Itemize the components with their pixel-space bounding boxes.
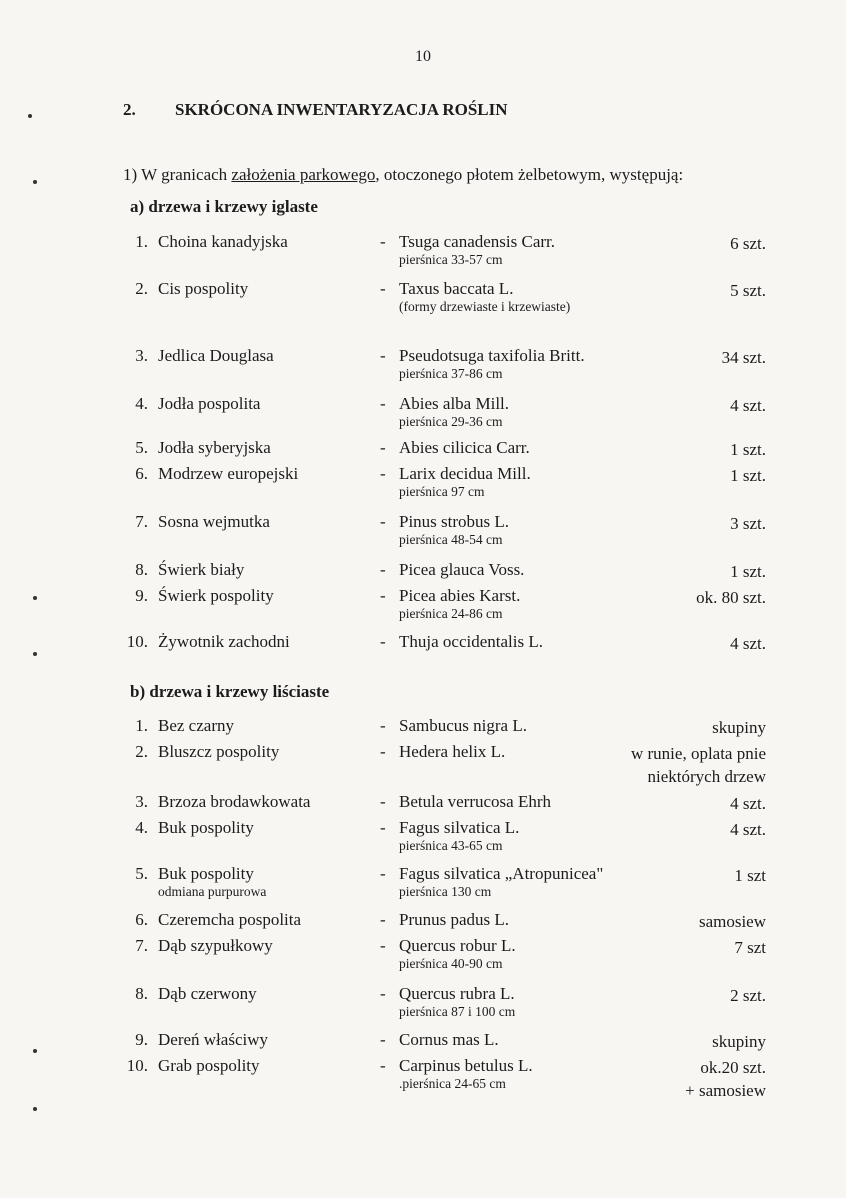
latin-name: Larix decidua Mill. bbox=[399, 464, 531, 483]
quantity-line: 1 szt. bbox=[730, 440, 766, 459]
trunk-note: pierśnica 29-36 cm bbox=[399, 414, 503, 429]
latin-name: Abies cilicica Carr. bbox=[399, 438, 530, 457]
quantity-line: 4 szt. bbox=[730, 396, 766, 415]
latin-name: Cornus mas L. bbox=[399, 1030, 499, 1049]
dash-separator: - bbox=[380, 910, 386, 929]
latin-name: Taxus baccata L. bbox=[399, 279, 514, 298]
dash-separator: - bbox=[380, 792, 386, 811]
trunk-note: pierśnica 130 cm bbox=[399, 884, 492, 899]
dash-separator: - bbox=[380, 864, 386, 883]
quantity-line: 6 szt. bbox=[730, 234, 766, 253]
quantity bbox=[730, 232, 766, 255]
scan-dot bbox=[33, 652, 37, 656]
dash-separator: - bbox=[380, 512, 386, 531]
dash-separator: - bbox=[380, 394, 386, 413]
heading-title: SKRÓCONA INWENTARYZACJA ROŚLIN bbox=[175, 100, 508, 119]
dash-separator: - bbox=[380, 818, 386, 837]
quantity-line: skupiny bbox=[712, 1032, 766, 1051]
dash-separator: - bbox=[380, 464, 386, 483]
intro-prefix: 1) W granicach bbox=[123, 165, 232, 184]
quantity-line: ok.20 szt. bbox=[700, 1058, 766, 1077]
quantity bbox=[734, 864, 766, 887]
subsection-b-title: b) drzewa i krzewy liściaste bbox=[130, 682, 330, 701]
polish-name: Buk pospolity bbox=[158, 864, 254, 883]
dash-separator: - bbox=[380, 346, 386, 365]
intro-suffix: , otoczonego płotem żelbetowym, występują: bbox=[375, 165, 684, 184]
dash-separator: - bbox=[380, 232, 386, 251]
quantity bbox=[730, 560, 766, 583]
trunk-note: pierśnica 33-57 cm bbox=[399, 252, 503, 267]
dash-separator: - bbox=[380, 632, 386, 651]
section-heading bbox=[123, 100, 508, 120]
heading-number: 2. bbox=[123, 100, 136, 119]
row-number: 6. bbox=[135, 464, 148, 483]
latin-name: Tsuga canadensis Carr. bbox=[399, 232, 556, 251]
row-number: 10. bbox=[126, 1056, 148, 1075]
quantity bbox=[730, 438, 766, 461]
polish-name: Sosna wejmutka bbox=[158, 512, 270, 531]
quantity-line: ok. 80 szt. bbox=[696, 588, 766, 607]
subsection-a-title: a) drzewa i krzewy iglaste bbox=[130, 197, 318, 216]
quantity-line: 34 szt. bbox=[721, 348, 766, 367]
polish-name: Grab pospolity bbox=[158, 1056, 260, 1075]
quantity bbox=[730, 394, 766, 417]
quantity-line: skupiny bbox=[712, 718, 766, 737]
quantity-line: 4 szt. bbox=[730, 794, 766, 813]
quantity-line: 4 szt. bbox=[730, 634, 766, 653]
trunk-note: pierśnica 43-65 cm bbox=[399, 838, 503, 853]
trunk-note: .pierśnica 24-65 cm bbox=[399, 1076, 506, 1091]
polish-name: Bluszcz pospolity bbox=[158, 742, 280, 761]
trunk-note: pierśnica 24-86 cm bbox=[399, 606, 503, 621]
polish-name: Brzoza brodawkowata bbox=[158, 792, 311, 811]
polish-name: Dereń właściwy bbox=[158, 1030, 268, 1049]
polish-name: Bez czarny bbox=[158, 716, 234, 735]
quantity bbox=[730, 279, 766, 302]
latin-name: Hedera helix L. bbox=[399, 742, 506, 761]
scan-dot bbox=[33, 1107, 37, 1111]
polish-name: Cis pospolity bbox=[158, 279, 249, 298]
row-number: 9. bbox=[135, 586, 148, 605]
dash-separator: - bbox=[380, 560, 386, 579]
latin-name: Picea glauca Voss. bbox=[399, 560, 525, 579]
quantity-line: samosiew bbox=[698, 912, 766, 931]
row-number: 8. bbox=[135, 560, 148, 579]
polish-name: Dąb czerwony bbox=[158, 984, 257, 1003]
dash-separator: - bbox=[380, 438, 386, 457]
polish-name: Czeremcha pospolita bbox=[158, 910, 302, 929]
latin-name: Quercus rubra L. bbox=[399, 984, 515, 1003]
dash-separator: - bbox=[380, 742, 386, 761]
quantity bbox=[730, 632, 766, 655]
scan-dot bbox=[33, 1049, 37, 1053]
quantity bbox=[734, 936, 766, 959]
quantity-line: w runie, oplata pnie bbox=[630, 744, 766, 763]
latin-name: Betula verrucosa Ehrh bbox=[399, 792, 551, 811]
trunk-note: pierśnica 40-90 cm bbox=[399, 956, 503, 971]
latin-name: Fagus silvatica „Atropunicea" bbox=[399, 864, 604, 883]
polish-name-note: odmiana purpurowa bbox=[158, 884, 267, 899]
quantity-line: 1 szt. bbox=[730, 466, 766, 485]
latin-name: Prunus padus L. bbox=[399, 910, 510, 929]
dash-separator: - bbox=[380, 1056, 386, 1075]
quantity bbox=[730, 792, 766, 815]
dash-separator: - bbox=[380, 279, 386, 298]
polish-name: Choina kanadyjska bbox=[158, 232, 288, 251]
latin-name: Sambucus nigra L. bbox=[399, 716, 527, 735]
quantity bbox=[730, 818, 766, 841]
trunk-note: pierśnica 87 i 100 cm bbox=[399, 1004, 516, 1019]
latin-name: Abies alba Mill. bbox=[399, 394, 510, 413]
quantity bbox=[699, 910, 766, 933]
row-number: 5. bbox=[135, 438, 148, 457]
quantity bbox=[712, 716, 766, 739]
quantity-line: + samosiew bbox=[685, 1081, 766, 1100]
row-number: 4. bbox=[135, 818, 148, 837]
quantity bbox=[722, 346, 766, 369]
quantity-line: 1 szt bbox=[734, 866, 766, 885]
quantity-line: 7 szt bbox=[734, 938, 766, 957]
row-number: 7. bbox=[135, 512, 148, 531]
quantity-line: 2 szt. bbox=[730, 986, 766, 1005]
row-number: 8. bbox=[135, 984, 148, 1003]
page-number: 10 bbox=[415, 48, 431, 65]
quantity bbox=[730, 984, 766, 1007]
row-number: 10. bbox=[126, 632, 148, 651]
scan-dot bbox=[33, 596, 37, 600]
latin-name: Thuja occidentalis L. bbox=[399, 632, 543, 651]
polish-name: Świerk pospolity bbox=[158, 586, 274, 605]
polish-name: Jodła pospolita bbox=[158, 394, 261, 413]
scan-dot bbox=[33, 180, 37, 184]
row-number: 3. bbox=[135, 792, 148, 811]
quantity bbox=[685, 1056, 766, 1102]
quantity-line: 1 szt. bbox=[730, 562, 766, 581]
polish-name: Buk pospolity bbox=[158, 818, 254, 837]
quantity bbox=[730, 464, 766, 487]
polish-name: Jodła syberyjska bbox=[158, 438, 271, 457]
latin-name: Pinus strobus L. bbox=[399, 512, 510, 531]
quantity bbox=[712, 1030, 766, 1053]
latin-name: Quercus robur L. bbox=[399, 936, 516, 955]
row-number: 1. bbox=[135, 232, 148, 251]
latin-name: Fagus silvatica L. bbox=[399, 818, 520, 837]
dash-separator: - bbox=[380, 716, 386, 735]
row-number: 6. bbox=[135, 910, 148, 929]
dash-separator: - bbox=[380, 984, 386, 1003]
row-number: 5. bbox=[135, 864, 148, 883]
dash-separator: - bbox=[380, 586, 386, 605]
quantity-line: 4 szt. bbox=[730, 820, 766, 839]
quantity bbox=[730, 512, 766, 535]
quantity bbox=[631, 742, 766, 788]
row-number: 2. bbox=[135, 279, 148, 298]
row-number: 4. bbox=[135, 394, 148, 413]
dash-separator: - bbox=[380, 1030, 386, 1049]
quantity-line: 5 szt. bbox=[730, 281, 766, 300]
polish-name: Modrzew europejski bbox=[158, 464, 299, 483]
polish-name: Dąb szypułkowy bbox=[158, 936, 273, 955]
row-number: 3. bbox=[135, 346, 148, 365]
trunk-note: pierśnica 48-54 cm bbox=[399, 532, 503, 547]
quantity-line: niektórych drzew bbox=[647, 767, 766, 786]
polish-name: Świerk biały bbox=[158, 560, 245, 579]
dash-separator: - bbox=[380, 936, 386, 955]
quantity bbox=[696, 586, 766, 609]
row-number: 9. bbox=[135, 1030, 148, 1049]
latin-name: Carpinus betulus L. bbox=[399, 1056, 533, 1075]
intro-underlined: założenia parkowego bbox=[231, 165, 376, 184]
row-number: 7. bbox=[135, 936, 148, 955]
trunk-note: (formy drzewiaste i krzewiaste) bbox=[399, 299, 571, 314]
row-number: 1. bbox=[135, 716, 148, 735]
trunk-note: pierśnica 97 cm bbox=[399, 484, 485, 499]
polish-name: Żywotnik zachodni bbox=[158, 632, 290, 651]
polish-name: Jedlica Douglasa bbox=[158, 346, 274, 365]
quantity-line: 3 szt. bbox=[730, 514, 766, 533]
row-number: 2. bbox=[135, 742, 148, 761]
intro-paragraph bbox=[123, 165, 683, 185]
trunk-note: pierśnica 37-86 cm bbox=[399, 366, 503, 381]
latin-name: Picea abies Karst. bbox=[399, 586, 521, 605]
scan-dot bbox=[28, 114, 32, 118]
latin-name: Pseudotsuga taxifolia Britt. bbox=[399, 346, 585, 365]
